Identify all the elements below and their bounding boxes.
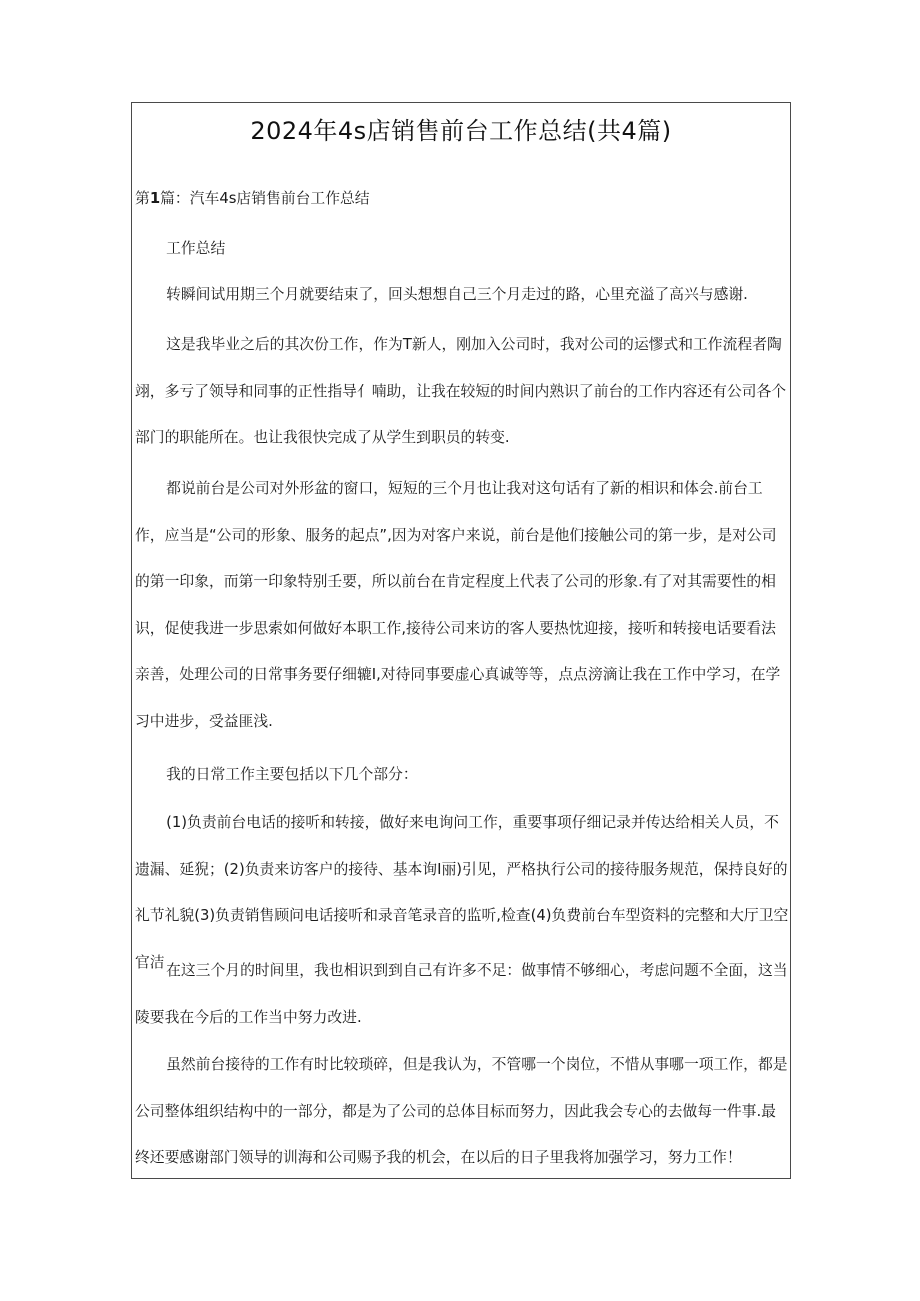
document-title: 2024年4s店销售前台工作总结(共4篇) — [250, 117, 672, 145]
section-heading-prefix: 第1篇： — [135, 190, 190, 207]
paragraph-2: 这是我毕业之后的其次份工作，作为T新人，刚加入公司时，我对公司的运憀式和工作流程者陶翊，多亏了领导和同事的正性指导亻喃助，让我在较短的时间内熟识了前台的工作内容还有公司各个部门的职能所在。也让我很快完成了从学生到职员的转变. — [135, 336, 787, 446]
section-heading-text: 汽车4s店销售前台工作总结 — [189, 190, 370, 207]
paragraph-4: 我的日常工作主要包括以下几个部分： — [166, 766, 418, 783]
paragraph-3: 都说前台是公司对外形盆的窗口，短短的三个月也让我对这句话有了新的相识和体会.前台工作，应当是“公司的形象、服务的起点”,因为对客户来说，前台是他们接触公司的第一步，是对公司的第一印象，而第一印象特别壬要，所以前台在肯定程度上代表了公司的形象.有了对其需要性的相识，促使我进一步思索如何做好本职工作,接待公司来访的客人要热忱迎接，接听和转接电话要看法亲善，处理公司的日常事务要仔细辘I,对待同事要虚心真诚等等，点点滂滴让我在工作中学习，在学习中进步，受益匪浅. — [135, 480, 781, 730]
section-heading — [135, 182, 790, 216]
paragraph-6: 在这三个月的时间里，我也相识到到自己有许多不足：做事情不够细心，考虑问题不全面，这当陵要我在今后的工作当中努力改进. — [135, 962, 788, 1026]
paragraph-5-list: (1)负责前台电话的接听和转接，做好来电询问工作，重要事项仔细记录并传达给相关人员，不遗漏、延猊；(2)负责来访客户的接待、基本询I丽)引见，严格执行公司的接待服务规范，保持良好的礼节礼貌(3)负责销售顾问电话接听和录音笔录音的监听,检查(4)负费前台车型资料的完整和大厅卫空官洁 — [135, 814, 789, 971]
subheading: 工作总结 — [166, 240, 226, 257]
paragraph-7: 虽然前台接待的工作有时比较琐碎，但是我认为，不管哪一个岗位，不惜从事哪一项工作，都是公司整体组织结构中的一部分，都是为了公司的总体目标而努力，因此我会专心的去做每一件事.最终还要感谢部门领导的训海和公司赐予我的机会，在以后的日子里我将加强学习，努力工作！ — [135, 1056, 788, 1166]
paragraph-1: 转瞬间试用期三个月就要结束了，回头想想自己三个月走过的路，心里充溢了高兴与感谢. — [166, 286, 748, 303]
